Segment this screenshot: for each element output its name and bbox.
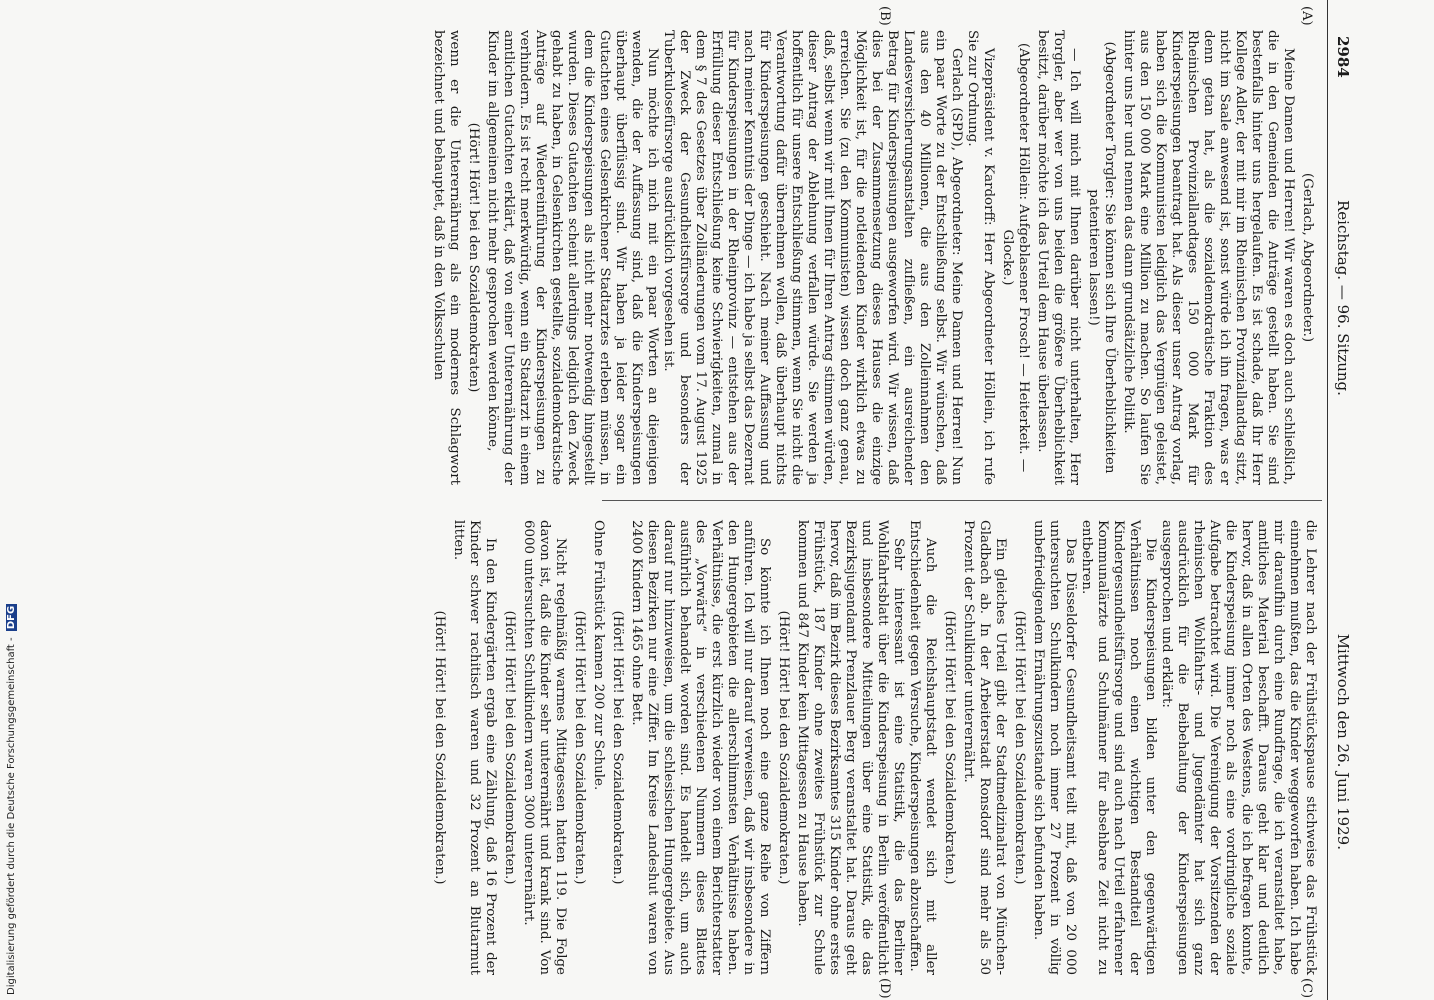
running-header <box>1327 0 1362 1000</box>
interjection: (Hört! Hört! bei den Sozialdemokraten.) <box>942 610 957 885</box>
margin-marker-a: (A) <box>1299 6 1314 26</box>
digitization-credit <box>6 5 20 995</box>
paragraph: — Ich will mich mit Ihnen darüber nicht unterhalten, Herr Torgler, aber wer von uns beiden die größere Überheblichkeit besitzt, darüber möchte ich das Urteil dem Hause überlassen. <box>1035 30 1082 485</box>
interjection: (Hört! Hört! bei den Sozialdemokraten.) <box>502 610 517 885</box>
margin-marker-c: (C) <box>1299 978 1314 999</box>
paragraph: Nun möchte ich mich mit ein paar Worten an diejenigen wenden, die der Auffassung sind, daß die Kinderspeisungen überhaupt überflüssig sind. Wir haben ja leider sogar ein Gutachten eines Gelsenkirchener Stadtarztes erleben müssen, in dem die Kinderspeisungen als nicht mehr notwendig hingestellt wurden. Dieses Gutachten scheint allerdings lediglich den Zweck gehabt zu haben, in Gelsenkirchen gestellte, sozialdemokratische Anträge auf Wiedereinführung der Kinderspeisungen zu verhindern. Es ist recht merkwürdig, wenn ein Stadtarzt in einem amtlichen Gutachten erklärt, daß von einer Unterernährung der Kinder im allgemeinen nicht mehr gesprochen werden könne, <box>485 30 660 485</box>
speaker-heading: (Gerlach, Abgeordneter.) <box>1300 172 1315 343</box>
interjection: (Hört! Hört! bei den Sozialdemokraten.) <box>432 610 447 885</box>
paragraph: Ein gleiches Urteil gibt der Stadtmedizinalrat von München-Gladbach ab. In der Arbeiterstadt Ronsdorf sind mehr als 50 Prozent der Schulkinder unterernährt. <box>961 520 1008 975</box>
interjection: (Hört! Hört! bei den Sozialdemokraten.) <box>1012 610 1027 885</box>
paragraph: Sehr interessant ist eine Statistik, die das Berliner Wohlfahrtsblatt über die Kinderspeisung in Berlin veröffentlicht und insbesondere Mitteilungen über eine Statistik, die das Bezirksjugendamt Prenzlauer Berg veranstaltet hat. Daraus geht hervor, daß im Bezirk dieses Bezirksamtes 315 Kinder ohne erstes Frühstück, 187 Kinder ohne zweites Frühstück zur Schule kommen und 847 Kinder kein Mittagessen zu Hause haben. <box>795 520 906 975</box>
paragraph: Nicht regelmäßig warmes Mittagessen hatten 119. Die Folge davon ist, daß die Kinder sehr unterernährt und krank sind. Von 6000 untersuchten Schulkindern waren 3000 unterernährt. <box>521 520 568 975</box>
right-column <box>428 520 1318 975</box>
interjection: (Abgeordneter Torgler: Sie können sich Ihre Überheblichkeiten patentieren lassen!) <box>1086 41 1117 474</box>
quotation: Die Kinderspeisungen bilden unter den gegenwärtigen Verhältnissen noch einen wichtigen Bestandteil der Kindergesundheitsfürsorge und sind auch nach Urteil erfahrener Kommunalärzte und Schulmänner für absehbare Zeit nicht zu entbehren. <box>1079 520 1158 975</box>
column-divider <box>602 500 1322 501</box>
paragraph: So könnte ich Ihnen noch eine ganze Reihe von Ziffern anführen. Ich will nur darauf verweisen, daß wir insbesondere in den Hungergebieten die allerschlimmsten Verhältnisse haben. Verhältnisse, die erst kürzlich wieder von einem Berichterstatter des „Vorwärts“ in verschiedenen Nummern dieses Blattes ausführlich behandelt worden sind. Es handelt sich, um auch darauf nur hinzuweisen, um die schlesischen Hungergebiete. Aus diesen Bezirken nur eine Ziffer. Im Kreise Landeshut waren von 2400 Kindern 1465 ohne Bett. <box>629 520 772 975</box>
interjection: (Hört! Hört! bei den Sozialdemokraten.) <box>776 610 791 885</box>
paragraph: Gerlach (SPD), Abgeordneter: Meine Damen und Herren! Nun ein paar Worte zu der Entschließung selbst. Wir wünschen, daß aus den 40 Millionen, die aus den Zolleinnahmen den Landesversicherungsanstalten zufließen, ein ausreichender Betrag für Kinderspeisungen ausgeworfen wird. Wir wissen, daß dies bei der Zusammensetzung dieses Hauses die einzige Möglichkeit ist, für die notleidenden Kinder wirklich etwas zu erreichen. Sie (zu den Kommunisten) wissen doch ganz genau, daß, selbst wenn wir mit Ihnen für Ihren Antrag stimmen würden, dieser Antrag der Ablehnung verfallen würde. Sie werden ja hoffentlich für unsere Entschließung stimmen, wenn Sie nicht die Verantwortung dafür übernehmen wollen, daß überhaupt nichts für Kinderspeisungen geschieht. Nach meiner Auffassung und nach meiner Kenntnis der Dinge — ich habe ja selbst das Dezernat für Kinderspeisungen in der Rheinprovinz — entstehen aus der Erfüllung dieser Entschließung keine Schwierigkeiten, zumal in dem § 7 des Gesetzes über Zolländerungen vom 17. August 1925 der Zweck der Gesundheitsfürsorge und besonders der Tuberkulosefürsorge ausdrücklich vorgesehen ist. <box>661 30 964 485</box>
page-number: 2984 <box>1334 36 1352 78</box>
paragraph: wenn er die Unterernährung als ein modernes Schlagwort bezeichnet und behauptet, daß in den Volksschulen <box>431 30 462 485</box>
interjection: (Hört! Hört! bei den Sozialdemokraten) <box>466 122 481 393</box>
paragraph: Vizepräsident v. Kardorff: Herr Abgeordneter Höllein, ich rufe Sie zur Ordnung. <box>965 30 996 485</box>
paragraph: Ohne Frühstück kamen 200 zur Schule. <box>591 520 606 791</box>
rotated-page <box>117 0 1362 1000</box>
header-session: Reichstag. — 96. Sitzung. <box>1334 200 1352 396</box>
margin-marker-d: (D) <box>877 978 892 999</box>
interjection: (Abgeordneter Höllein: Aufgeblasener Frosch! — Heiterkeit. — Glocke.) <box>1000 42 1031 473</box>
header-date: Mittwoch den 26. Juni 1929. <box>1334 633 1352 850</box>
paragraph: Das Düsseldorfer Gesundheitsamt teilt mit, daß von 20 000 untersuchten Schulkindern noch immer 27 Prozent in völlig unbefriedigendem Ernährungszustande sich befunden haben. <box>1031 520 1078 975</box>
paragraph: Auch die Reichshauptstadt wendet sich mit aller Entschiedenheit gegen Versuche, Kinderspeisungen abzuschaffen. <box>907 520 938 975</box>
paragraph: Meine Damen und Herren! Wir waren es doch auch schließlich, die in den Gemeinden die Anträge gestellt haben. Sie sind bestenfalls hinter uns hergelaufen. Es ist schade, daß Ihr Herr Kollege Adler, der mit mir im Rheinischen Provinziallandtag sitzt, nicht im Saale anwesend ist, sonst würde ich ihn fragen, was er denn getan hat, als die sozialdemokratische Fraktion des Rheinischen Provinziallandtages 150 000 Mark für Kinderspeisungen beantragt hat. Als dieser unser Antrag vorlag, haben sich die Kommunisten lediglich das Vergnügen geleistet, aus den 150 000 Mark eine Million zu machen. So laufen Sie hinter uns her und nennen das dann grundsätzliche Politik. <box>1121 30 1296 485</box>
interjection: (Hört! Hört! bei den Sozialdemokraten.) <box>610 610 625 885</box>
paragraph: In den Kindergärten ergab eine Zählung, daß 16 Prozent der Kinder schwer rachitisch waren und 32 Prozent an Blutarmut litten. <box>451 520 498 975</box>
margin-marker-b: (B) <box>877 6 892 26</box>
credit-text: Digitalisierung gefördert durch die Deutsche Forschungsgemeinschaft - <box>6 637 17 995</box>
left-column <box>430 30 1318 485</box>
paragraph: die Lehrer nach der Frühstückspause stichweise das Frühstück einnehmen mußten, das die Kinder weggeworfen haben. Ich habe mir daraufhin durch eine Rundfrage, die ich veranstaltet habe, amtliches Material beschafft. Daraus geht klar und deutlich hervor, daß in allen Orten des Westens, die ich befragen konnte, die Kinderspeisung immer noch als eine vordringliche soziale Aufgabe betrachtet wird. Die Vereinigung der Vorsitzenden der rheinischen Wohlfahrts- und Jugendämter hat sich ganz ausdrücklich für die Beibehaltung der Kinderspeisungen ausgesprochen und erklärt: <box>1159 520 1318 975</box>
interjection: (Hört! Hört! bei den Sozialdemokraten.) <box>572 610 587 885</box>
dfg-logo: DFG <box>6 605 17 630</box>
